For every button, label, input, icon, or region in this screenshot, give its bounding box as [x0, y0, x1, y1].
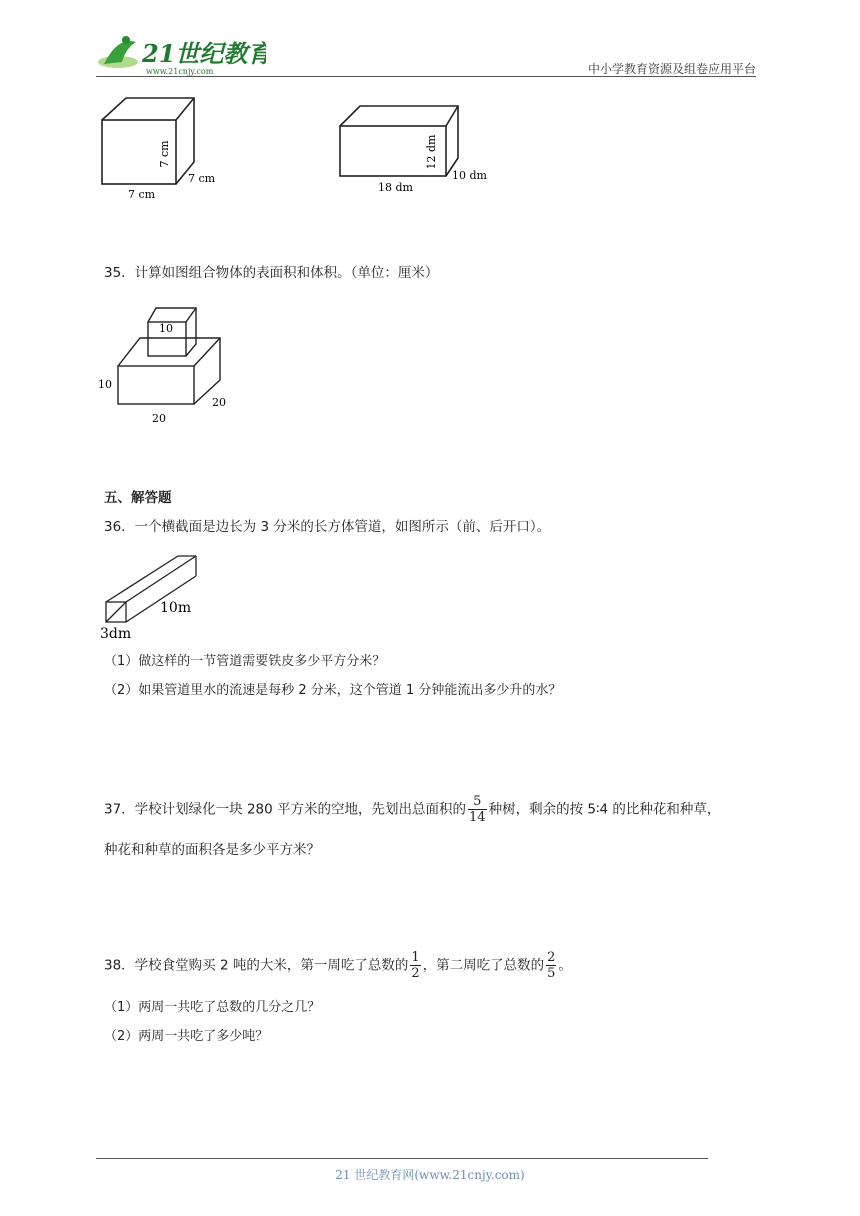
cuboid-figure: [334, 100, 504, 196]
fraction-denominator: 5: [547, 966, 556, 981]
pipe-length-label: 10m: [160, 600, 192, 616]
q35-width-label: 20: [152, 412, 166, 425]
cube-height-label: 7 cm: [158, 140, 171, 168]
header-divider: [96, 76, 756, 77]
question-37-text-a: 37．学校计划绿化一块 280 平方米的空地，先划出总面积的: [104, 801, 467, 818]
cube-depth-label: 7 cm: [188, 172, 216, 185]
question-35: 35．计算如图组合物体的表面积和体积。（单位：厘米）: [104, 265, 439, 281]
question-36-part-2: （2）如果管道里水的流速是每秒 2 分米，这个管道 1 分钟能流出多少升的水？: [104, 683, 562, 698]
fraction-numerator: 1: [411, 950, 420, 965]
fraction-5-14: [468, 794, 487, 825]
platform-title: 中小学教育资源及组卷应用平台: [587, 62, 756, 76]
logo-text: 21世纪教育: [142, 39, 266, 68]
footer-link[interactable]: 21 世纪教育网(www.21cnjy.com): [335, 1168, 525, 1182]
fraction-1-2: [410, 950, 420, 981]
question-38-text-b: ，第二周吃了总数的: [422, 957, 545, 974]
question-38-text-c: 。: [558, 957, 572, 974]
cuboid-height-label: 12 dm: [425, 134, 438, 170]
fraction-denominator: 14: [469, 810, 486, 825]
fraction-denominator: 2: [411, 966, 420, 981]
fraction-2-5: [546, 950, 556, 981]
logo-graphic: [96, 32, 266, 80]
site-logo: [96, 32, 266, 80]
q35-height-label: 10: [98, 378, 112, 391]
question-38-part-2: （2）两周一共吃了多少吨？: [104, 1029, 269, 1044]
question-36: 36．一个横截面是边长为 3 分米的长方体管道，如图所示（前、后开口）。: [104, 519, 551, 535]
fraction-numerator: 2: [547, 950, 556, 965]
question-37: [104, 794, 720, 825]
question-38: [104, 950, 572, 981]
pipe-figure: [98, 552, 208, 644]
cube-width-label: 7 cm: [128, 188, 156, 201]
cuboid-width-label: 18 dm: [378, 181, 413, 194]
cuboid-depth-label: 10 dm: [452, 169, 487, 182]
pipe-side-label: 3dm: [100, 626, 132, 642]
question-38-part-1: （1）两周一共吃了总数的几分之几？: [104, 1000, 321, 1015]
question-37-text-b: 种树，剩余的按 5∶4 的比种花和种草，: [488, 801, 721, 818]
q35-figure: [94, 300, 244, 430]
q35-small-cube-label: 10: [159, 322, 173, 335]
logo-url: www.21cnjy.com: [146, 67, 214, 76]
footer-divider: [96, 1158, 708, 1159]
question-38-text-a: 38．学校食堂购买 2 吨的大米，第一周吃了总数的: [104, 957, 409, 974]
question-36-part-1: （1）做这样的一节管道需要铁皮多少平方分米？: [104, 654, 386, 669]
question-37-text-c: 种花和种草的面积各是多少平方米？: [104, 842, 320, 858]
q35-depth-label: 20: [212, 396, 226, 409]
section-title: 五、解答题: [104, 490, 172, 506]
fraction-numerator: 5: [468, 794, 487, 810]
cube-figure: [96, 94, 226, 202]
